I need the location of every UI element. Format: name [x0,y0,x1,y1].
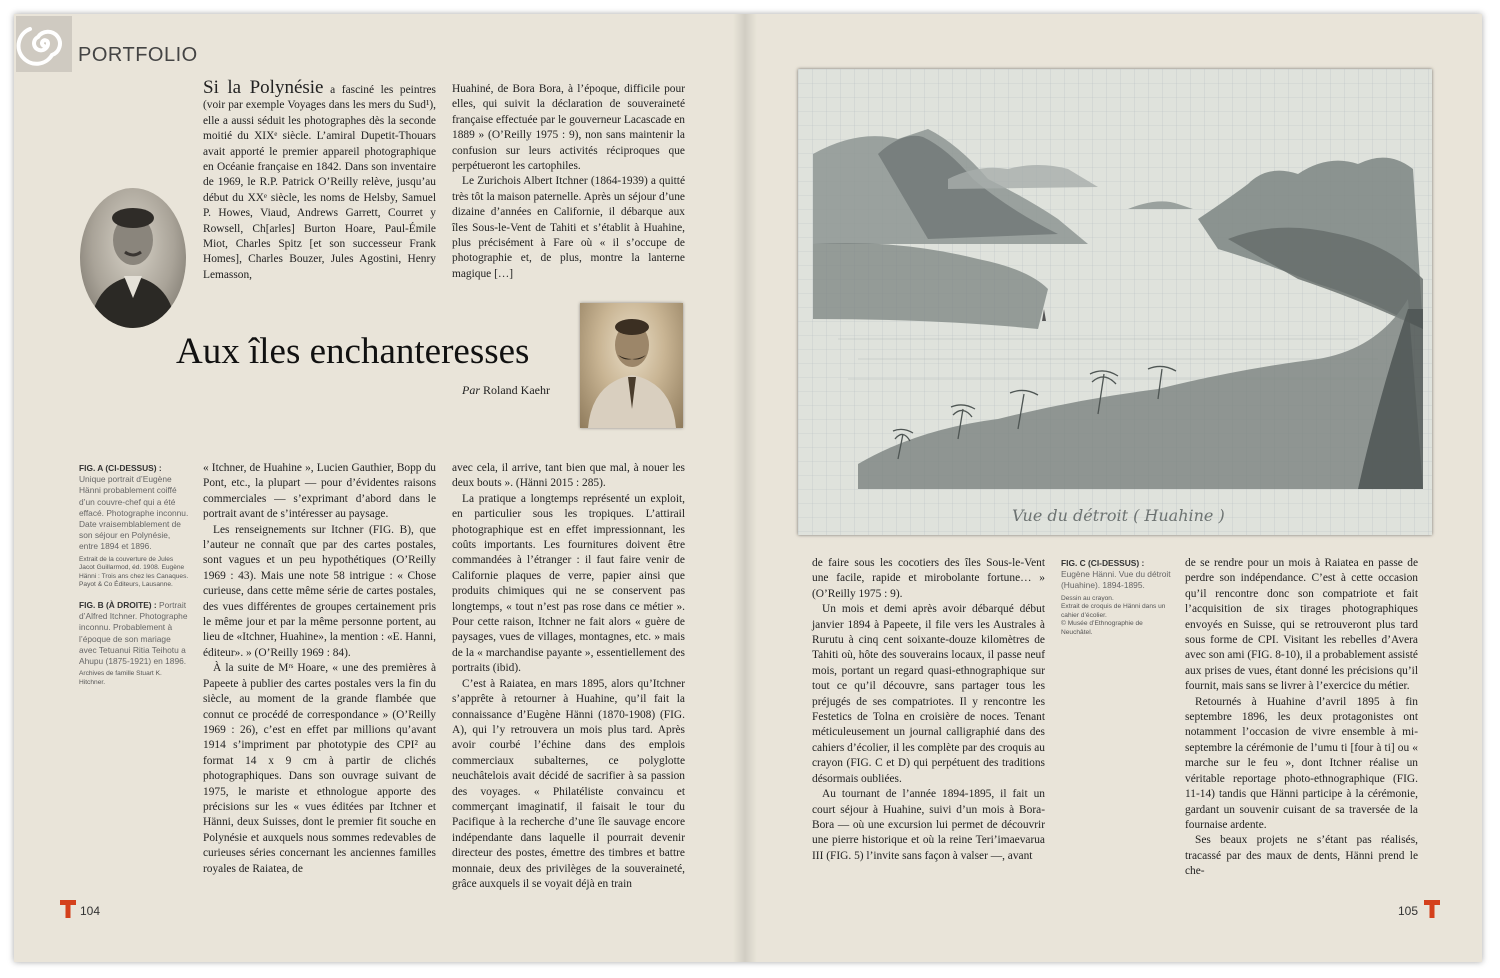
article-column-2 [452,82,685,282]
caption-credit: Archives de famille Stuart K. Hitchner. [79,670,162,686]
caption-fig-c [1061,558,1171,638]
caption-text: Eugène Hänni. Vue du détroit (Huahine). 1894-1895. [1061,569,1171,591]
caption-block-left [79,463,189,697]
paragraph: « Itchner, de Huahine », Lucien Gauthier, Bopp du Pont, etc., la plupart — pour d’évidentes raisons commerciales — s’exprimant d’abord dans le portrait avant de s’intéresser au paysage. [203,462,436,521]
section-label: PORTFOLIO [78,44,198,66]
paragraph: Le Zurichois Albert Itchner (1864-1939) a quitté très tôt la maison paternelle. Après un séjour d’une dizaine d’années en Californie, il débarque aux îles Sous-le-Vent de Tahiti et s’établit à Huahine, plus précisément à Fare où « il s’occupe de photographie et, de plus, montre la lanterne magique […] [452,175,685,280]
lead-in: Si la Polynésie [203,77,324,98]
paragraph: Au tournant de l’année 1894-1895, il fait un court séjour à Huahine, suivi d’un mois à Bora-Bora — où une excursion lui permet de découvrir une pierre historique et où la reine Teri’imaevarua III (FIG. 5) l’invite sans façon à valser —, avant [812,788,1045,862]
byline-prefix: Par [462,383,481,397]
caption-credit: Extrait de croquis de Hänni dans un cahier d’écolier. [1061,603,1166,619]
article-column-6 [1185,556,1418,880]
caption-label: FIG. A (CI-DESSUS) : [79,463,162,473]
article-column-4 [452,461,685,892]
article-column-1 [203,78,436,283]
caption-label: FIG. C (CI-DESSUS) : [1061,558,1145,568]
portrait-eugene-hanni [80,188,186,328]
caption-fig-b [79,600,189,687]
article-title: Aux îles enchanteresses [176,331,530,372]
spine-gutter [733,14,757,962]
byline [440,383,550,398]
caption-label: FIG. B (À DROITE) : [79,600,157,610]
paragraph: Retournés à Huahine d’avril 1895 à fin septembre 1896, les deux protagonistes ont notamment l’occasion de vivre ensemble à mi-septembre la cérémonie de l’umu ti [four à ti] ou « marche sur le feu », dont Itchner réalise un véritable reportage photo-ethnographique (FIG. 11-14) tandis que Hänni participe à la cérémonie, gardant un souvenir cuisant de sa traversée de la fournaise ardente. [1185,695,1418,831]
paragraph: de faire sous les cocotiers des îles Sous-le-Vent une facile, rapide et mirobolante fortune… » (O’Reilly 1975 : 9). [812,557,1045,600]
column-1-text: a fasciné les peintres (voir par exemple Voyages dans les mers du Sud¹), elle a aussi séduit les photographes dès la seconde moitié du XIXᵉ siècle. L’amiral Dupetit-Thouars avait apporté le premier appareil photographique en Océanie française en 1842. Dans son inventaire de 1969, le R.P. Patrick O’Reilly relève, jusqu’au début du XXᵉ siècle, les noms de Helsby, Samuel P. Howes, Viaud, Andrews Garrett, Courret y Rowsell, Ch[arles] Burton Hoare, Paul-Émile Miot, Charles Spitz [et son successeur Frank Homes], Charles Bouzer, Jules Agostini, Henry Lemasson, [203,84,436,281]
caption-text: Unique portrait d’Eugène Hänni probablement coiffé d’un couvre-chef qui a été effacé. Photographe inconnu. Date vraisemblablement de son séjour en Polynésie, entre 1894 et 1896. [79,474,189,552]
spiral-logo-icon [16,16,72,72]
paragraph: de se rendre pour un mois à Raiatea en passe de perdre son indépendance. C’est à cette occasion qu’il rencontre donc son compatriote et fait l’acquisition de six tirages photographiques envoyés en Suisse, qui se retrouveront plus tard sous forme de CPI. Visitant les rebelles d’Avera avec son ami (FIG. 8-10), il a probablement assisté aux prises de vues, étant donné les précisions qu’il fournit, mais sans se livrer à l’exercice du métier. [1185,557,1418,693]
caption-credit: Extrait de la couverture de Jules Jacot Guillarmod, éd. 1908. Eugène Hänni : Trois ans chez les Canaques. Payot & Co Éditeurs, Lausanne. [79,555,189,589]
article-column-3 [203,461,436,877]
brand-t-icon [1424,900,1440,918]
paragraph: Huahiné, de Bora Bora, à l’époque, difficile pour elles, qui suivit la déclaration de souveraineté française effectuée par le gouverneur Lacascade en 1889 » (O’Reilly 1975 : 9), non sans maintenir la confusion sur leurs activités réciproques que perpétueront les cartophiles. [452,83,685,173]
brand-t-icon [60,900,76,918]
page-number-right: 105 [1398,904,1419,918]
author-name: Roland Kaehr [483,383,550,397]
portrait-alfred-itchner [580,303,683,428]
paragraph: Ses beaux projets ne s’étant pas réalisés, tracassé par des maux de dents, Hänni prend le che- [1185,834,1418,878]
paragraph: À la suite de Mʳˢ Hoare, « une des premières à Papeete à publier des cartes postales vers la fin du siècle, au moment de la grande flambée que connut ce procédé de correspondance » (O’Reilly 1969 : 26), c’est en effet par millions qu’avant 1914 s’impriment par phototypie des CPI² au format 14 x 9 cm à partir de clichés photographiques. Dans son ouvrage suivant de 1975, le mariste et ethnologue apporte des précisions sur les « vues éditées par Itchner et Hänni, deux Suisses, dont le premier fit souche en Polynésie et auxquels nous sommes redevables de curieuses séries concernant les anciennes familles royales de Raiatea, de [203,662,436,875]
paragraph: La pratique a longtemps représenté un exploit, en particulier sous les tropiques. L’attirail photographique est en effet impressionnant, les coûts importants. Les fournitures doivent être commandées à l’étranger : il faut faire venir de Californie plaques de verre, papier ainsi que produits chimiques qui ne se conservent pas longtemps, « tout n’est pas rose dans ce métier ». Pour cette raison, Itchner ne fait alors « guère de paysages, vues de villages, montagnes, etc. » mais de la « marchandise payante », essentiellement des portraits (ibid). [452,492,685,675]
sketch-inscription: Vue du détroit ( Huahine ) [1012,506,1225,525]
pencil-sketch-huahine-strait [798,69,1432,535]
paragraph: Les renseignements sur Itchner (FIG. B), que l’auteur ne connaît que par des cartes postales, sont vagues et un peu hypothétiques (O’Reilly 1969 : 43). Mais une note 58 intrigue : « Chose curieuse, dans cette même série de cartes postales, des vues différentes de groupes certainement pris le même jour et par la même personne portent, au lieu de «Itchner, Huahine», la mention : «E. Hanni, éditeur». » (O’Reilly 1969 : 84). [203,523,436,659]
article-column-5 [812,556,1045,864]
caption-credit: © Musée d’Ethnographie de Neuchâtel. [1061,620,1143,636]
page-number-left: 104 [80,904,101,918]
paragraph: Un mois et demi après avoir débarqué début janvier 1894 à Papeete, il file vers les Australes à Rurutu à cinq cent soixante-douze kilomètres de Tahiti où, hôte des souverains locaux, il passe neuf mois, portant un regard quasi-ethnographique sur tout ce qu’il découvre, sans partager tous les préjugés de ses compatriotes. Il y rencontre les Festetics de Tolna en croisière de noces. Tenant méticuleusement un journal calligraphié dans des cahiers d’écolier, il les complète par des croquis au crayon (FIG. C et D) qui perpétuent des traditions désormais oubliées. [812,603,1045,785]
caption-fig-a [79,463,189,590]
caption-credit: Dessin au crayon. [1061,594,1114,602]
caption-text: Portrait d’Alfred Itchner. Photographe inconnu. Probablement à l’époque de son mariage avec Tetuanui Ritia Teihotu a Ahupu (1875-1921) en 1896. [79,600,188,667]
paragraph: avec cela, il arrive, tant bien que mal, à nouer les deux bouts ». (Hänni 2015 : 285). [452,462,685,490]
paragraph: C’est à Raiatea, en mars 1895, alors qu’Itchner s’apprête à retourner à Huahine, qu’il fait la connaissance d’Eugène Hänni (1870-1908) (FIG. A), qui l’y retrouvera un mois plus tard. Après avoir courbé l’échine dans des emplois commerciaux subalternes, ce polyglotte neuchâtelois avait décidé de sacrifier à sa passion des voyages. « Philatéliste convaincu et commerçant imaginatif, il faisait le tour du Pacifique à la recherche d’une île sauvage encore indépendante dans laquelle il pourrait devenir directeur des postes, émettre des timbres et battre monnaie, deux des privilèges de la souveraineté, grâce auxquels il se voyait déjà en train [452,677,685,890]
